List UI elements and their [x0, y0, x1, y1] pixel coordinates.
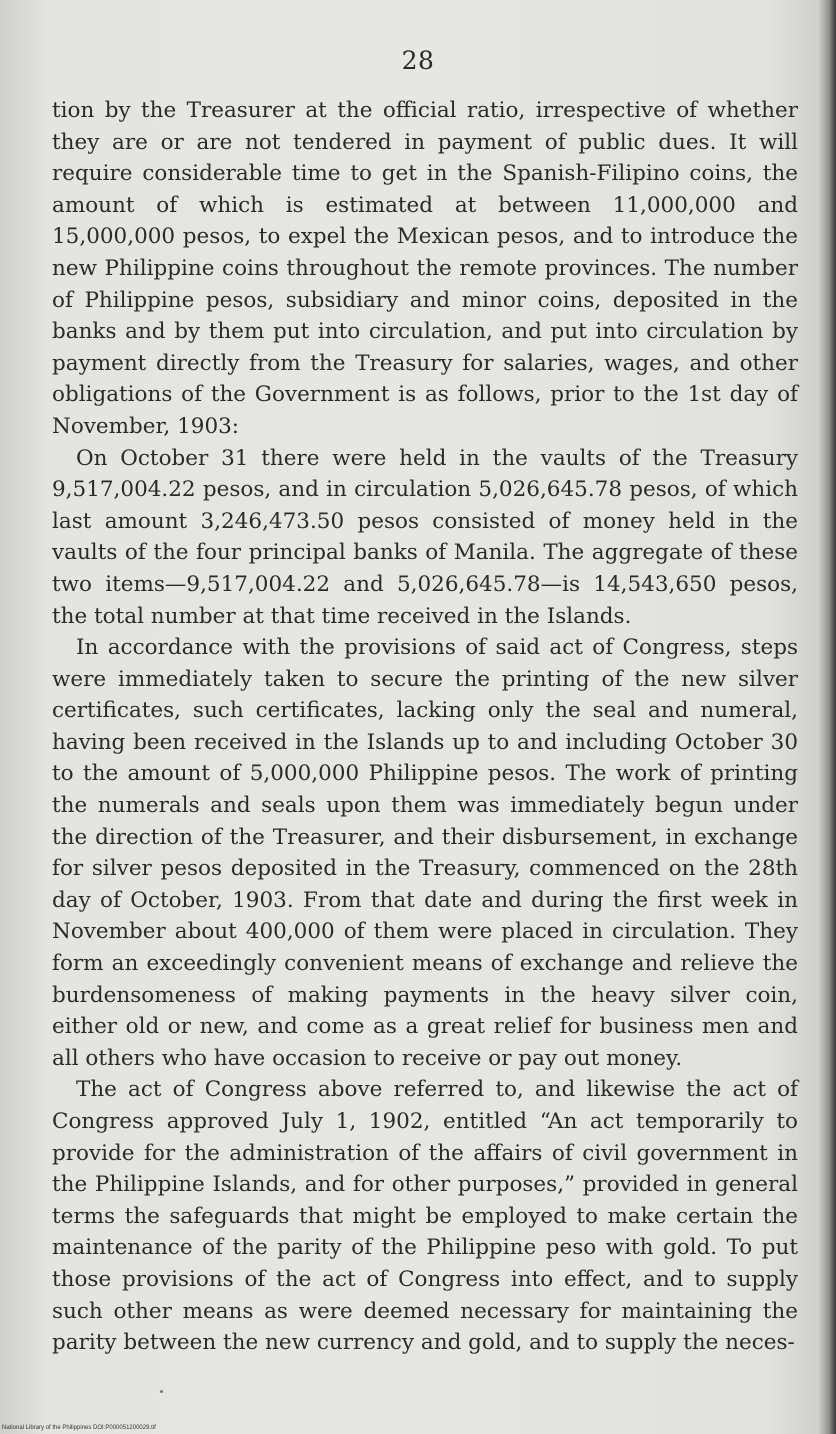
paragraph-2: On October 31 there were held in the vaults of the Treasury 9,517,004.22 pesos, and in circulation 5,026,645.78 pesos, of which last amount 3,246,473.50 pesos consisted of money held in the vaults of the four principal banks of Manila. The aggregate of these two items—9,517,004.22 and 5,026,645.78—is 14,543,650 pesos, the total number at that time received in the Islands.	[52, 445, 798, 629]
page-number: 28	[401, 46, 435, 75]
paragraph-3: In accordance with the provisions of said act of Congress, steps were immediately taken to secure the printing of the new silver certificates, such certificates, lacking only the seal and numeral, having been received in the Islands up to and including October 30 to the amount of 5,000,000 Philippine pesos. The work of printing the numerals and seals upon them was immediately begun under the direction of the Treasurer, and their disbursement, in exchange for silver pesos deposited in the Treasury, commenced on the 28th day of October, 1903. From that date and during the first week in November about 400,000 of them were placed in circulation. They form an exceedingly convenient means of exchange and relieve the burdensomeness of making payments in the heavy silver coin, either old or new, and come as a great relief for business men and all others who have occasion to receive or pay out money.	[52, 635, 798, 1071]
paragraph-4: The act of Congress above referred to, and likewise the act of Congress approved July 1, 1902, entitled “An act temporarily to provide for the administration of the affairs of civil government in the Philippine Islands, and for other purposes,” provided in general terms the safeguards that might be employed to make certain the maintenance of the parity of the Philippine peso with gold. To put those provisions of the act of Congress into effect, and to supply such other means as were deemed necessary for maintaining the parity between the new currency and gold, and to supply the neces-	[52, 1077, 798, 1356]
page-body	[52, 95, 798, 1359]
paragraph-1: tion by the Treasurer at the official ratio, irrespective of whether they are or are not tendered in payment of public dues. It will require considerable time to get in the Spanish-Filipino coins, the amount of which is estimated at between 11,000,000 and 15,000,000 pesos, to expel the Mexican pesos, and to introduce the new Philippine coins throughout the remote provinces. The number of Philippine pesos, subsidiary and minor coins, deposited in the banks and by them put into circulation, and put into circulation by payment directly from the Treasury for salaries, wages, and other obligations of the Government is as follows, prior to the 1st day of November, 1903:	[52, 98, 798, 439]
page-edge-shadow	[818, 0, 836, 1434]
scan-speck	[160, 1390, 163, 1393]
footer-credit: National Library of the Philippines DOI:P000051200029.tif	[2, 1425, 156, 1431]
